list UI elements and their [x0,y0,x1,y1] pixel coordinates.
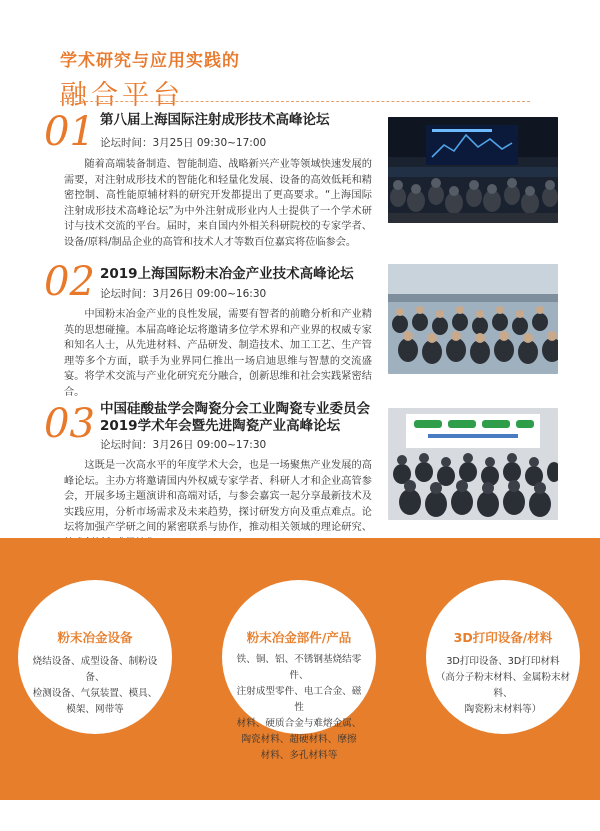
forum-description: 中国粉末冶金产业的良性发展，需要有智者的前瞻分析和产业精英的思想碰撞。本届高峰论坛将邀请多位学术界和产业界的权威专家和知名人士，从先进材料、产品研发、制造技术、加工工艺、生产管理等多个方面，联手为业界同仁推出一场启迪思维与智慧的交流盛宴。将学术交流与产业化研究充分融合，创新思维和社会实践紧密结合。 [64,309,372,398]
forum-description: 这既是一次高水平的年度学术大会，也是一场聚焦产业发展的高峰论坛。主办方将邀请国内外权威专家学者、科研人才和企业高管参会，开展多场主题演讲和高端对话，与参会嘉宾一起分享最新技术及实践应用，分析市场需求及未来趋势，探讨研发方向及重点难点。论坛将加强产学研之间的紧密联系与协作，推动相关领域的理论研究、 [64,460,372,534]
forum-number: 03 [44,401,95,447]
category-circle-pm-equipment [18,580,172,734]
category-line: 陶瓷材料、超硬材料、摩擦 [241,734,357,745]
forum-photo [388,408,558,520]
category-line: 3D打印设备、3D打印材料 [446,656,560,667]
ceramics-conference-photo [388,408,558,520]
category-title: 粉末冶金部件/产品 [246,630,352,645]
category-circle-pm-parts [222,580,376,761]
forum-title: 第八届上海国际注射成形技术高峰论坛 [100,112,330,128]
category-line: （高分子粉末材料、金属粉末材料、 [435,672,571,699]
forum-number: 01 [44,109,95,155]
bottom-margin [0,800,600,831]
category-title: 粉末冶金设备 [57,630,133,645]
header-divider [60,101,530,102]
category-line: 检测设备、气氛装置、模具、 [32,688,158,699]
forum-photo [388,117,558,223]
forum-number: 02 [44,259,95,305]
category-items [222,652,376,764]
category-line: 材料、硬质合金与难熔金属、 [236,718,362,729]
forum-title: 2019上海国际粉末冶金产业技术高峰论坛 [100,266,354,282]
category-line: 铁、铜、铝、不锈钢基烧结零件、 [236,654,362,681]
category-line: 陶瓷粉末材料等） [464,704,542,715]
forum-title-line-2: 2019学术年会暨先进陶瓷产业高峰论坛 [100,418,341,434]
forum-time: 论坛时间：3月26日 09:00~16:30 [100,288,267,300]
audience-photo [388,264,558,374]
section-title: 融合平台 [60,80,184,111]
forum-title-line-1: 中国硅酸盐学会陶瓷分会工业陶瓷专业委员会 [100,401,370,417]
section-subtitle: 学术研究与应用实践的 [60,51,240,71]
section-header [60,46,240,112]
category-line: 材料、多孔材料等 [260,750,338,761]
forum-description: 随着高端装备制造、智能制造、战略新兴产业等领域快速发展的需要，对注射成形技术的智能化和轻量化发展、设备的高效低耗和精密控制、高性能原辅材料的研究开发都提出了更高要求。“上海国际注射成形技术高峰论坛”为中外注射成形业内人士提供了一个学术研讨与技术交流的平台。届时，来自国内外相关科研院校的专家学者、设备/原料/制品企业的高管和技术人才等数百位嘉宾将莅临参会。 [64,159,372,248]
forum-time: 论坛时间：3月26日 09:00~17:30 [100,439,267,451]
forum-time: 论坛时间：3月25日 09:30~17:00 [100,137,267,149]
category-line: 模架、网带等 [66,704,124,715]
category-line: 注射成型零件、电工合金、磁性 [236,686,362,713]
category-title: 3D打印设备/材料 [453,630,553,645]
conference-stage-photo [388,117,558,223]
category-items [18,654,172,718]
category-line: 烧结设备、成型设备、制粉设备、 [32,656,158,683]
category-items [426,654,580,718]
forum-photo [388,264,558,374]
category-circle-3d-printing [426,580,580,734]
